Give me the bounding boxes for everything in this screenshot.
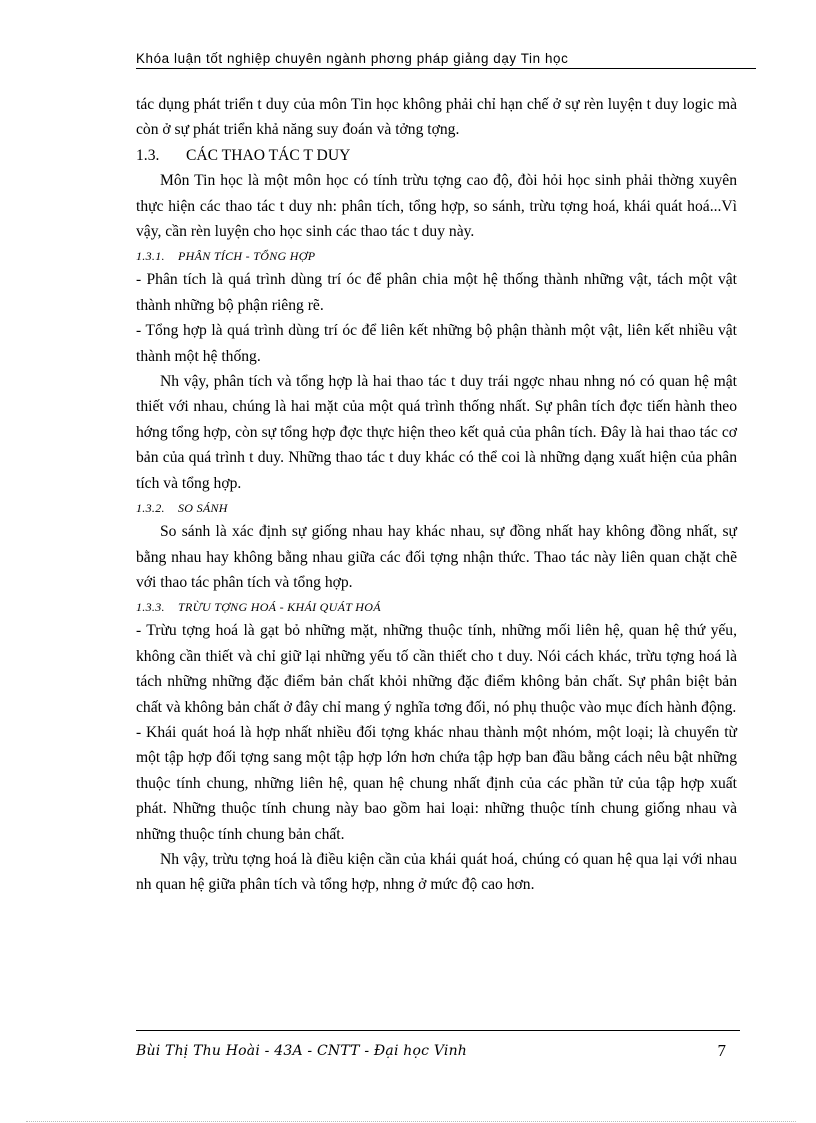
subsection-title: TRỪU TỢNG HOÁ - KHÁI QUÁT HOÁ [178, 600, 381, 615]
paragraph: tác dụng phát triển t duy của môn Tin học không phải chỉ hạn chế ở sự rèn luyện t duy logic mà còn ở sự phát triển khả năng suy đoán và tởng tợng. [136, 96, 737, 139]
subsection-heading [136, 597, 737, 618]
paragraph: Nh vậy, trừu tợng hoá là điều kiện cần của khái quát hoá, chúng có quan hệ qua lại với nhau nh quan hệ giữa phân tích và tổng hợp, nhng ở mức độ cao hơn. [136, 850, 737, 894]
paragraph: So sánh là xác định sự giống nhau hay khác nhau, sự đồng nhất hay không đồng nhất, sự bằng nhau hay không bằng nhau giữa các đối tợng nhận thức. Thao tác này liên quan chặt chẽ với thao tác phân tích và tổng hợp. [136, 523, 737, 591]
running-header: Khóa luận tốt nghiệp chuyên ngành phơng pháp giảng dạy Tin học [136, 50, 756, 69]
subsection-heading [136, 246, 737, 267]
paragraph: - Tổng hợp là quá trình dùng trí óc để liên kết những bộ phận thành một vật, liên kết nhiều vật thành một hệ thống. [136, 322, 737, 365]
section-number: 1.3. [136, 146, 160, 164]
section-heading [136, 143, 737, 168]
section-title: CÁC THAO TÁC T DUY [186, 146, 351, 164]
subsection-title: SO SÁNH [178, 501, 228, 516]
running-footer [136, 1043, 740, 1065]
page-body [136, 92, 737, 898]
paragraph: Môn Tin học là một môn học có tính trừu tợng cao độ, đòi hỏi học sinh phải thờng xuyên thực hiện các thao tác t duy nh: phân tích, tổng hợp, so sánh, trừu tợng hoá, khái quát hoá...Vì vậy, cần rèn luyện cho học sinh các thao tác t duy này. [136, 172, 737, 241]
paragraph: - Phân tích là quá trình dùng trí óc để phân chia một hệ thống thành những vật, tách một vật thành những bộ phận riêng rẽ. [136, 271, 737, 314]
subsection-title: PHÂN TÍCH - TỔNG HỢP [178, 249, 316, 264]
subsection-heading [136, 498, 737, 519]
page-number: 7 [717, 1041, 726, 1060]
subsection-number: 1.3.2. [136, 501, 165, 516]
subsection-number: 1.3.3. [136, 600, 165, 615]
subsection-number: 1.3.1. [136, 249, 165, 264]
paragraph: - Trừu tợng hoá là gạt bỏ những mặt, những thuộc tính, những mối liên hệ, quan hệ thứ yếu, không cần thiết và chỉ giữ lại những yếu tố cần thiết cho t duy. Nói cách khác, trừu tợng hoá là tách những những đặc điểm bản chất khỏi những đặc điểm không bản chất. Sự phân biệt bản chất và không bản chất ở đây chỉ mang ý nghĩa tơng đối, nó phụ thuộc vào mục đích hành động. [136, 622, 737, 716]
paragraph: - Khái quát hoá là hợp nhất nhiều đối tợng khác nhau thành một nhóm, một loại; là chuyển từ một tập hợp đối tợng sang một tập hợp lớn hơn chứa tập hợp ban đầu bằng cách nêu bật những thuộc tính chung, những liên hệ, quan hệ chung nhất định của các phần tử của tập hợp xuất phát. Những thuộc tính chung này bao gồm hai loại: những thuộc tính chung giống nhau và những thuộc tính chung bản chất. [136, 723, 737, 843]
page-edge-divider [26, 1121, 796, 1122]
paragraph: Nh vậy, phân tích và tổng hợp là hai thao tác t duy trái ngợc nhau nhng nó có quan hệ mật thiết với nhau, chúng là hai mặt của một quá trình thống nhất. Sự phân tích đợc tiến hành theo hớng tổng hợp, còn sự tổng hợp đợc thực hiện theo kết quả của phân tích. Đây là hai thao tác cơ bản của quá trình t duy. Những thao tác t duy khác có thể coi là những dạng xuất hiện của phân tích và tổng hợp. [136, 373, 737, 492]
footer-author: Bùi Thị Thu Hoài - 43A - CNTT - Đại học Vinh [136, 1043, 467, 1059]
footer-divider [136, 1030, 740, 1031]
